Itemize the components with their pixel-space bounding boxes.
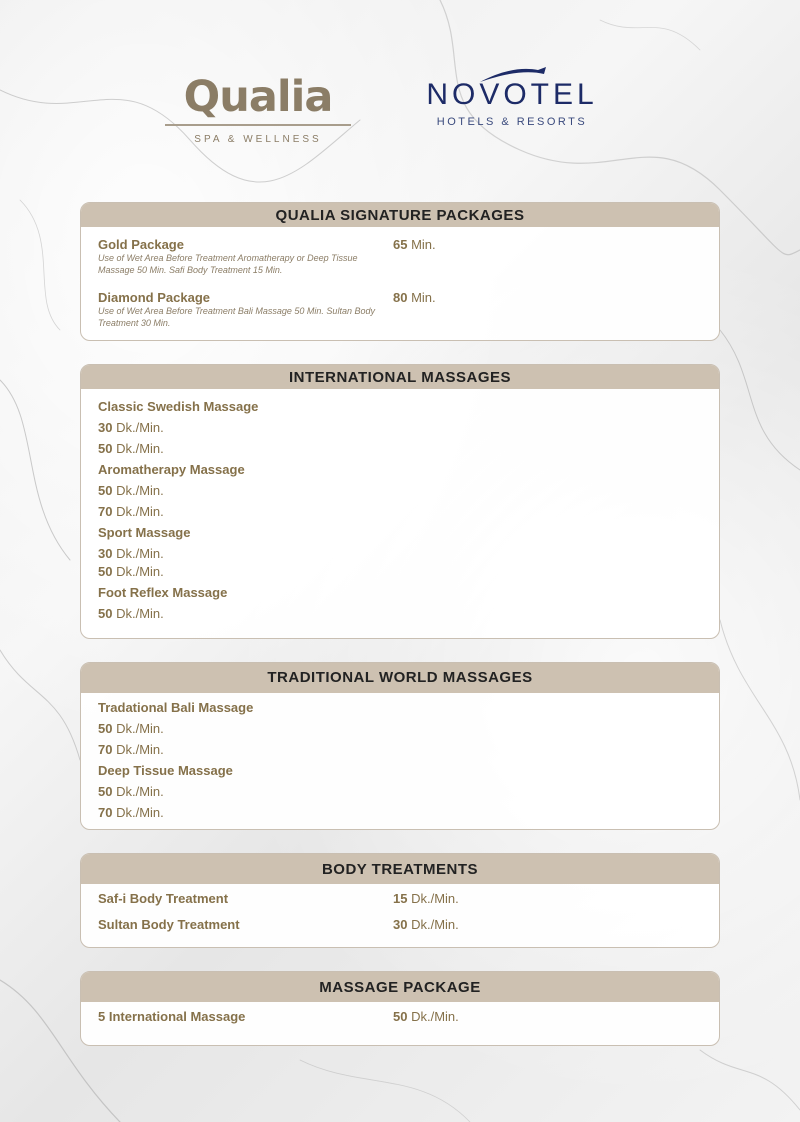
section-title: INTERNATIONAL MASSAGES [81, 365, 719, 389]
package-name: Gold Package [98, 237, 184, 252]
massage-name: Sport Massage [98, 525, 191, 540]
package-description: Use of Wet Area Before Treatment Bali Massage 50 Min. Sultan Body Treatment 30 Min. [98, 306, 375, 328]
massage-name: Aromatherapy Massage [98, 462, 245, 477]
package-description: Use of Wet Area Before Treatment Aromatherapy or Deep Tissue Massage 50 Min. Safi Body Treatment 15 Min. [98, 253, 358, 275]
massage-name: Classic Swedish Massage [98, 399, 259, 414]
treatment-item [98, 917, 240, 932]
package-duration: 65 Min. [393, 237, 436, 252]
treatment-price: 30 Dk./Min. [393, 917, 459, 932]
treatment-item [98, 891, 228, 906]
international-massages-card [80, 364, 720, 639]
qualia-logo [165, 72, 351, 145]
massage-name: Tradational Bali Massage [98, 700, 254, 715]
package-price: 50 Dk./Min. [393, 1009, 459, 1024]
massage-price: 70 Dk./Min. [98, 742, 164, 757]
package-name: Diamond Package [98, 290, 210, 305]
treatment-price: 15 Dk./Min. [393, 891, 459, 906]
package-name: 5 International Massage [98, 1009, 246, 1024]
qualia-tagline: SPA & WELLNESS [194, 134, 322, 145]
traditional-massages-card [80, 662, 720, 830]
package-item [98, 1009, 245, 1024]
massage-price: 50 Dk./Min. [98, 441, 164, 456]
section-title: TRADITIONAL WORLD MASSAGES [81, 663, 719, 693]
massage-price: 50 Dk./Min. [98, 784, 164, 799]
novotel-tagline: HOTELS & RESORTS [436, 116, 588, 128]
novotel-wordmark: NOVOTEL [426, 78, 598, 111]
package-item [98, 290, 378, 329]
massage-price: 70 Dk./Min. [98, 805, 164, 820]
massage-price: 30 Dk./Min. [98, 546, 164, 561]
qualia-wordmark: Qualia [183, 72, 333, 122]
package-item [98, 237, 378, 276]
treatment-name: Sultan Body Treatment [98, 917, 240, 932]
massage-price: 50 Dk./Min. [98, 721, 164, 736]
section-title: MASSAGE PACKAGE [81, 972, 719, 1002]
treatment-name: Saf-i Body Treatment [98, 891, 229, 906]
massage-price: 50 Dk./Min. [98, 606, 164, 621]
massage-price: 50 Dk./Min. [98, 564, 164, 579]
package-duration: 80 Min. [393, 290, 436, 305]
body-treatments-card [80, 853, 720, 948]
section-title: QUALIA SIGNATURE PACKAGES [81, 203, 719, 227]
qualia-divider [165, 124, 351, 126]
signature-packages-card [80, 202, 720, 341]
section-title: BODY TREATMENTS [81, 854, 719, 884]
novotel-logo [410, 66, 614, 128]
massage-name: Foot Reflex Massage [98, 585, 228, 600]
massage-price: 30 Dk./Min. [98, 420, 164, 435]
massage-package-card [80, 971, 720, 1046]
massage-price: 50 Dk./Min. [98, 483, 164, 498]
massage-name: Deep Tissue Massage [98, 763, 233, 778]
massage-price: 70 Dk./Min. [98, 504, 164, 519]
